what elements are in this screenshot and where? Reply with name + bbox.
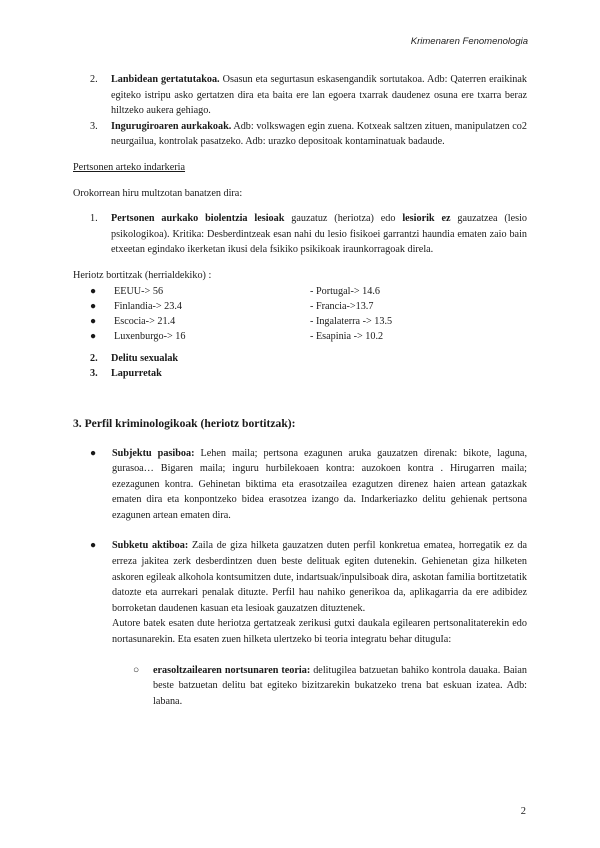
bullet-icon: ● (90, 300, 97, 312)
bullet-icon: ● (90, 285, 97, 297)
page-body (73, 72, 527, 709)
bullet-bold: Subketu aktiboa: (112, 540, 189, 552)
intro-text: Orokorrean hiru multzotan banatzen dira: (73, 187, 243, 199)
list-bold: Pertsonen aurkako biolentzia lesioak (111, 213, 285, 225)
running-header: Krimenaren Fenomenologia (410, 36, 528, 47)
bullet-icon: ● (90, 316, 97, 328)
rate-right: - Francia->13.7 (310, 300, 374, 312)
rate-right: - Esapinia -> 10.2 (310, 331, 384, 343)
list-body: Adb: volkswagen egin zuena. Kotxeak saltzen zituen, manipulatzen co2 neurgailua, kontrolak pasatzeko. Adb: urazko depositoak kontaminatuak badaude. (111, 120, 527, 148)
list-text (111, 72, 527, 119)
rate-row (90, 329, 527, 344)
list-text (111, 211, 527, 258)
bullet-body: Lehen maila; pertsona ezagunen aruka gauzatzen direnak: bikote, laguna, gurasoa… Bigaren maila; inguru hurbilekoaen kontra: auzokoen kontra . Hirugarren maila; ezezagunen kontra. Gehinetan biktima eta erasotzailea ezagutzen direnez haien artean gatazkak ematen dira eta konpontzeko bidea erasotzea izango da. Indarkeriazko delitu gehienak pertsona ezagunen artean ematen dira. (112, 447, 528, 521)
rate-right: - Portugal-> 14.6 (310, 285, 380, 297)
bullet-item (73, 446, 527, 524)
list-number: 3. (90, 368, 98, 380)
list-number: 1. (90, 213, 98, 225)
bullet-icon: ● (90, 331, 97, 343)
list-text: Delitu sexualak (111, 352, 179, 364)
bullet-bold: Subjektu pasiboa: (112, 447, 195, 459)
bullet-text (112, 446, 527, 524)
bullet-item (73, 538, 527, 647)
list-item (73, 366, 527, 382)
rate-row (90, 314, 527, 329)
list-number: 2. (90, 74, 98, 85)
sub-bullet-body: delitugilea batzuetan bahiko kontrola dauaka. Baian beste batzuetan delitu bat egiteko bizitzarekin bukatzeko trena bat eskuan izatea. Adb: labana. (153, 664, 527, 707)
rates-list (90, 284, 527, 345)
list-item (73, 119, 527, 150)
list-text: Lapurretak (111, 368, 162, 380)
sub-bullet-bold: erasoltzailearen nortsunaren teoria: (153, 664, 311, 676)
sub-bullet-text (153, 663, 527, 710)
sub-bullet-item (133, 663, 527, 710)
rates-title: Heriotz bortitzak (herrialdekiko) : (73, 269, 212, 281)
rate-left: Finlandia-> 23.4 (114, 300, 182, 312)
list-bold: Lanbidean gertatutakoa. (111, 74, 220, 85)
list-item (73, 211, 527, 258)
rate-left: Escocia-> 21.4 (114, 316, 176, 328)
list-number: 2. (90, 352, 98, 364)
rate-row (90, 284, 527, 299)
list-bold: Ingurugiroaren aurkakoak. (111, 120, 232, 132)
circle-bullet-icon: ○ (133, 664, 140, 676)
subsection-heading: Pertsonen arteko indarkeria (73, 161, 186, 173)
list-item (73, 72, 527, 119)
list-number: 3. (90, 120, 98, 132)
bullet-body-continued: Autore batek esaten dute heriotza gertatzeak zerikusi gutxi daukala egilearen pertsonalitaterekin edo nortasunarekin. Eta esaten zuen hilketa ulertzeko bi teoria integratu behar dituguIa: (112, 618, 527, 646)
list-body: Osasun eta segurtasun eskasengandik sortutakoa. Adb: Qaterren eraikinak egiteko istripu asko gertatzen dira eta baita ere lan egoera txarrak daudenez osuna ere txarra beraz hiltzeko aukera gehiago. (111, 74, 527, 117)
list-bold: lesiorik ez (402, 213, 451, 225)
list-text (111, 119, 527, 150)
bullet-body: Zaila de giza hilketa gauzatzen duten perfil konkretua ematea, horregatik ez da erreza jakitea zerk desberdintzen duen beste delituak egiten dutenekin. Gehienetan giza hilketen askoren egileak alkohola kontsumitzen dute, indartsuak/inpulsiboak dira, askotan familia bortitzetatik datozte eta aurrekari penalak dituzte. Perfil hau nahiko generikoa da, aplikagarria da ere adibidez borroketan daudenen kasuan eta lesioak gauzatzen dituztenek. (112, 540, 527, 614)
rate-row (90, 299, 527, 314)
bullet-text (112, 538, 527, 647)
rate-left: Luxenburgo-> 16 (114, 331, 186, 343)
page-number: 2 (520, 806, 526, 817)
bullet-icon: ● (90, 447, 97, 459)
section-title: 3. Perfil kriminologikoak (heriotz bortitzak): (73, 416, 296, 430)
list-item (73, 351, 527, 367)
rate-left: EEUU-> 56 (114, 285, 164, 297)
bullet-icon: ● (90, 540, 97, 552)
list-body: gauzatuz (heriotza) edo (284, 213, 403, 225)
list-body: gauzatzea (lesio psikologikoa). Kritika: Desberdintzeak esan nahi du lesio fisikoei garrantzi haundia ematen zaio bain etxeetan egindako ikerketan ikusi dela fsikiko psikikoak iraunkorragoak direla. (111, 213, 527, 256)
rate-right: - Ingalaterra -> 13.5 (310, 316, 393, 328)
